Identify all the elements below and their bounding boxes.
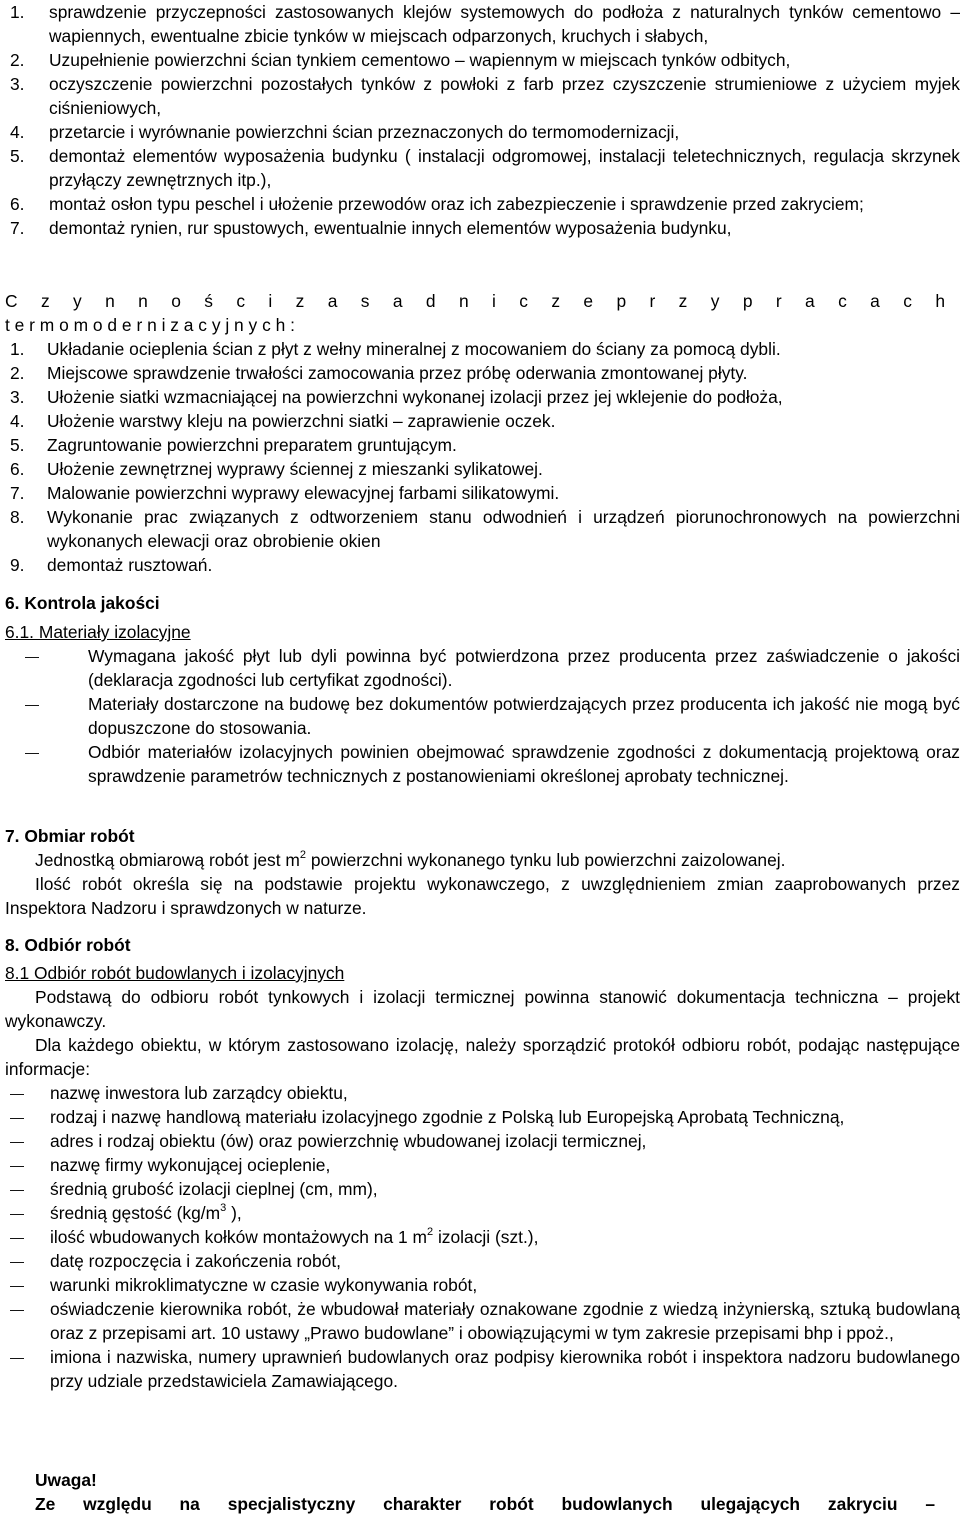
item-number: 8. [10, 507, 25, 527]
insulation-materials-list [5, 644, 960, 788]
list-item [5, 361, 960, 385]
dash-bullet-icon: ― [10, 1157, 24, 1173]
list-item [5, 192, 960, 216]
item-text: demontaż elementów wyposażenia budynku ( instalacji odgromowej, instalacji teletechnicznych, regulacja skrzynek przyłączy zewnętrznych itp.), [49, 146, 960, 190]
spaced-heading-line2: t e r m o m o d e r n i z a c y j n y c h : [5, 315, 295, 335]
list-item [5, 481, 960, 505]
section-7-heading: 7. Obmiar robót [5, 826, 135, 846]
item-text: Ułożenie zewnętrznej wyprawy ściennej z mieszanki sylikatowej. [47, 459, 543, 479]
item-text: imiona i nazwiska, numery uprawnień budowlanych oraz podpisy kierownika robót i inspektora nadzoru budowlanego przy udziale przedstawiciela Zamawiającego. [50, 1347, 960, 1391]
item-text: oczyszczenie powierzchni pozostałych tynków z powłoki z farb przez czyszczenie strumieniowe z użyciem myjek ciśnieniowych, [49, 74, 960, 118]
list-item [5, 692, 960, 740]
item-text: Ułożenie siatki wzmacniającej na powierzchni wykonanej izolacji przez jej wklejenie do podłoża, [47, 387, 783, 407]
list-item [5, 644, 960, 692]
list-item [5, 1297, 960, 1345]
list-item [5, 433, 960, 457]
item-number: 7. [10, 483, 25, 503]
list-item [5, 505, 960, 553]
item-text: Wymagana jakość płyt lub dyli powinna być potwierdzona przez producenta przez zaświadczenie o jakości (deklaracja zgodności lub certyfikat zgodności). [88, 646, 960, 690]
paragraph-text: powierzchni wykonanego tynku lub powierzchni zaizolowanej. [305, 850, 786, 870]
list-item [5, 553, 960, 577]
basis-paragraph: Podstawą do odbioru robót tynkowych i izolacji termicznej powinna stanowić dokumentacja techniczna – projekt wykonawczy. [5, 987, 960, 1031]
dash-bullet-icon: ― [10, 1181, 24, 1197]
item-number: 4. [10, 122, 25, 142]
dash-bullet-icon: ― [10, 1133, 24, 1149]
measurement-unit-paragraph [5, 848, 960, 872]
item-text: ), [226, 1203, 242, 1223]
list-item [5, 1345, 960, 1393]
superscript: 2 [426, 1226, 434, 1238]
dash-bullet-icon: ― [25, 648, 39, 664]
item-number: 1. [10, 2, 25, 22]
preparatory-works-list [5, 0, 960, 240]
paragraph-text: Jednostką obmiarową robót jest m [35, 850, 300, 870]
item-text: nazwę inwestora lub zarządcy obiektu, [50, 1083, 348, 1103]
list-item [5, 0, 960, 48]
list-item [5, 120, 960, 144]
dash-bullet-icon: ― [10, 1349, 24, 1365]
item-number: 2. [10, 363, 25, 383]
item-text: warunki mikroklimatyczne w czasie wykonywania robót, [50, 1275, 478, 1295]
notice-text: Ze względu na specjalistyczny charakter robót budowlanych ulegających zakryciu – [35, 1494, 935, 1514]
item-text: Odbiór materiałów izolacyjnych powinien obejmować sprawdzenie zgodności z dokumentacją projektową oraz sprawdzenie parametrów technicznych z postanowieniami określonej aprobaty technicznej. [88, 742, 960, 786]
item-text: Wykonanie prac związanych z odtworzeniem stanu odwodnień i urządzeń piorunochronowych na powierzchni wykonanych elewacji oraz obrobienie okien [47, 507, 960, 551]
item-text: rodzaj i nazwę handlową materiału izolacyjnego zgodnie z Polską lub Europejską Aprobatą Techniczną, [50, 1107, 845, 1127]
list-item [5, 72, 960, 120]
dash-bullet-icon: ― [10, 1205, 24, 1221]
item-number: 1. [10, 339, 25, 359]
item-text: demontaż rusztowań. [47, 555, 213, 575]
list-item [5, 216, 960, 240]
item-text: Ułożenie warstwy kleju na powierzchni siatki – zaprawienie oczek. [47, 411, 556, 431]
item-number: 2. [10, 50, 25, 70]
item-text: adres i rodzaj obiektu (ów) oraz powierzchnię wbudowanej izolacji termicznej, [50, 1131, 647, 1151]
item-text: montaż osłon typu peschel i ułożenie przewodów oraz ich zabezpieczenie i sprawdzenie przed zakryciem; [49, 194, 864, 214]
dash-bullet-icon: ― [25, 744, 39, 760]
dash-bullet-icon: ― [10, 1301, 24, 1317]
item-text: Uzupełnienie powierzchni ścian tynkiem cementowo – wapiennym w miejscach tynków odbitych, [49, 50, 791, 70]
protocol-paragraph: Dla każdego obiektu, w którym zastosowano izolację, należy sporządzić protokół odbioru robót, podając następujące informacje: [5, 1035, 960, 1079]
list-item [5, 457, 960, 481]
list-item [5, 1249, 960, 1273]
item-text: Malowanie powierzchni wyprawy elewacyjnej farbami silikatowymi. [47, 483, 560, 503]
item-number: 9. [10, 555, 25, 575]
dash-bullet-icon: ― [10, 1085, 24, 1101]
item-text: przetarcie i wyrównanie powierzchni ścian przeznaczonych do termomodernizacji, [49, 122, 680, 142]
list-item [5, 409, 960, 433]
dash-bullet-icon: ― [25, 696, 39, 712]
list-item [5, 1129, 960, 1153]
list-item [5, 1273, 960, 1297]
quantity-paragraph: Ilość robót określa się na podstawie projektu wykonawczego, z uwzględnieniem zmian zaaprobowanych przez Inspektora Nadzoru i sprawdzonych w naturze. [5, 874, 960, 918]
item-text: Materiały dostarczone na budowę bez dokumentów potwierdzających przez producenta ich jakość nie mogą być dopuszczone do stosowania. [88, 694, 960, 738]
list-item [5, 337, 960, 361]
list-item [5, 144, 960, 192]
list-item [5, 1177, 960, 1201]
list-item [5, 740, 960, 788]
superscript: 3 [220, 1202, 227, 1214]
section-8-1-subheading: 8.1 Odbiór robót budowlanych i izolacyjnych [5, 963, 345, 983]
item-number: 3. [10, 387, 25, 407]
item-text: Zagruntowanie powierzchni preparatem gruntującym. [47, 435, 457, 455]
item-text: nazwę firmy wykonującej ocieplenie, [50, 1155, 331, 1175]
item-text: średnią gęstość (kg/m [50, 1203, 221, 1223]
section-6-1-subheading: 6.1. Materiały izolacyjne [5, 622, 191, 642]
item-number: 4. [10, 411, 25, 431]
superscript: 2 [299, 849, 306, 861]
dash-bullet-icon: ― [10, 1277, 24, 1293]
list-item [5, 1153, 960, 1177]
item-number: 6. [10, 194, 25, 214]
dash-bullet-icon: ― [10, 1229, 24, 1245]
list-item [5, 48, 960, 72]
list-item [5, 1201, 960, 1225]
item-text: oświadczenie kierownika robót, że wbudował materiały oznakowane zgodnie z wiedzą inżynierską, sztuką budowlaną oraz z przepisami art. 10 ustawy „Prawo budowlane” i obowiązującymi w tym zakresie przepisami bhp i ppoż., [50, 1299, 960, 1343]
item-text: izolacji (szt.), [433, 1227, 539, 1247]
item-number: 3. [10, 74, 25, 94]
item-text: ilość wbudowanych kołków montażowych na 1 m [50, 1227, 427, 1247]
dash-bullet-icon: ― [10, 1253, 24, 1269]
item-text: demontaż rynien, rur spustowych, ewentualnie innych elementów wyposażenia budynku, [49, 218, 732, 238]
item-text: datę rozpoczęcia i zakończenia robót, [50, 1251, 341, 1271]
list-item [5, 1105, 960, 1129]
main-works-list [5, 337, 960, 577]
item-text: średnią grubość izolacji cieplnej (cm, mm), [50, 1179, 378, 1199]
item-text: sprawdzenie przyczepności zastosowanych klejów systemowych do podłoża z naturalnych tynków cementowo – wapiennych, ewentualne zbicie tynków w miejscach odparzonych, kruchych i słabych, [49, 2, 960, 46]
protocol-info-list [5, 1081, 960, 1393]
list-item [5, 1225, 960, 1249]
item-number: 5. [10, 146, 25, 166]
section-6-heading: 6. Kontrola jakości [5, 593, 160, 613]
list-item [5, 385, 960, 409]
item-number: 5. [10, 435, 25, 455]
item-text: Miejscowe sprawdzenie trwałości zamocowania przez próbę oderwania zmontowanej płyty. [47, 363, 748, 383]
item-number: 6. [10, 459, 25, 479]
item-text: Układanie ocieplenia ścian z płyt z wełny mineralnej z mocowaniem do ściany za pomocą dybli. [47, 339, 781, 359]
item-number: 7. [10, 218, 25, 238]
spaced-heading-line1: C z y n n o ś c i z a s a d n i c z e p r z y p r a c a c h [5, 291, 945, 311]
section-8-heading: 8. Odbiór robót [5, 935, 131, 955]
dash-bullet-icon: ― [10, 1109, 24, 1125]
list-item [5, 1081, 960, 1105]
notice-title: Uwaga! [35, 1470, 97, 1490]
